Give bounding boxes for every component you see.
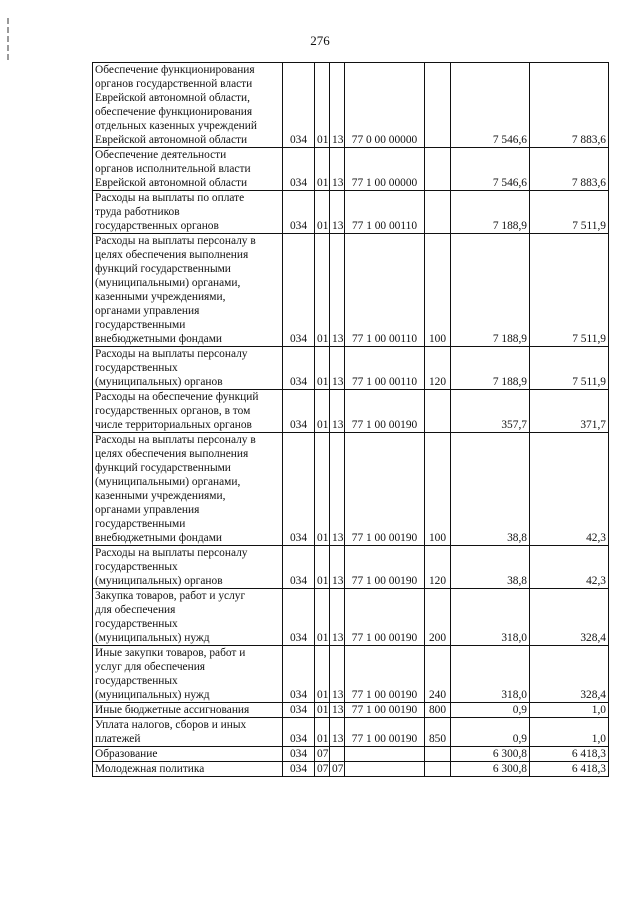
target-article-code: 77 1 00 00190 [345,433,425,546]
expense-type-code: 800 [425,703,451,718]
amount-year-1: 6 300,8 [451,762,530,777]
target-article-code: 77 1 00 00190 [345,646,425,703]
amount-year-1: 0,9 [451,703,530,718]
row-name: Уплата налогов, сборов и иных платежей [93,718,283,747]
section-code: 01 [315,546,330,589]
ministry-code: 034 [283,63,315,148]
table-row [93,148,609,191]
expense-type-code [425,191,451,234]
ministry-code: 034 [283,762,315,777]
target-article-code: 77 1 00 00110 [345,234,425,347]
subsection-code: 13 [330,546,345,589]
target-article-code: 77 1 00 00190 [345,589,425,646]
row-name: Расходы на выплаты персоналу государственных (муниципальных) органов [93,347,283,390]
subsection-code [330,747,345,762]
amount-year-1: 7 546,6 [451,63,530,148]
table-row [93,762,609,777]
target-article-code: 77 1 00 00190 [345,703,425,718]
ministry-code: 034 [283,347,315,390]
table-row [93,433,609,546]
budget-table [92,62,609,777]
expense-type-code: 850 [425,718,451,747]
row-name: Иные закупки товаров, работ и услуг для обеспечения государственных (муниципальных) нужд [93,646,283,703]
expense-type-code: 100 [425,433,451,546]
amount-year-2: 7 883,6 [530,148,609,191]
row-name: Образование [93,747,283,762]
row-name: Обеспечение функционирования органов государственной власти Еврейской автономной области, обеспечение функционирования отдельных казенных учреждений Еврейской автономной области [93,63,283,148]
amount-year-2: 42,3 [530,546,609,589]
amount-year-1: 7 546,6 [451,148,530,191]
target-article-code: 77 1 00 00190 [345,546,425,589]
amount-year-1: 318,0 [451,589,530,646]
subsection-code: 13 [330,718,345,747]
ministry-code: 034 [283,234,315,347]
amount-year-2: 42,3 [530,433,609,546]
row-name: Расходы на выплаты персоналу государственных (муниципальных) органов [93,546,283,589]
table-row [93,63,609,148]
ministry-code: 034 [283,433,315,546]
amount-year-1: 6 300,8 [451,747,530,762]
amount-year-2: 1,0 [530,703,609,718]
section-code: 01 [315,191,330,234]
amount-year-2: 7 511,9 [530,347,609,390]
amount-year-1: 357,7 [451,390,530,433]
amount-year-1: 38,8 [451,546,530,589]
ministry-code: 034 [283,546,315,589]
expense-type-code: 120 [425,546,451,589]
amount-year-2: 6 418,3 [530,747,609,762]
subsection-code: 07 [330,762,345,777]
row-name: Обеспечение деятельности органов исполнительной власти Еврейской автономной области [93,148,283,191]
ministry-code: 034 [283,191,315,234]
ministry-code: 034 [283,703,315,718]
subsection-code: 13 [330,589,345,646]
section-code: 01 [315,433,330,546]
expense-type-code: 200 [425,589,451,646]
amount-year-2: 328,4 [530,646,609,703]
row-name: Расходы на выплаты персоналу в целях обеспечения выполнения функций государственными (муниципальными) органами, казенными учреждениями, органами управления государственными внебюджетными фондами [93,234,283,347]
subsection-code: 13 [330,191,345,234]
ministry-code: 034 [283,747,315,762]
target-article-code [345,762,425,777]
expense-type-code [425,747,451,762]
amount-year-1: 0,9 [451,718,530,747]
table-row [93,703,609,718]
section-code: 01 [315,148,330,191]
target-article-code: 77 1 00 00110 [345,191,425,234]
amount-year-1: 318,0 [451,646,530,703]
amount-year-1: 7 188,9 [451,191,530,234]
expense-type-code [425,63,451,148]
row-name: Молодежная политика [93,762,283,777]
expense-type-code: 240 [425,646,451,703]
section-code: 01 [315,234,330,347]
amount-year-2: 1,0 [530,718,609,747]
expense-type-code [425,390,451,433]
table-row [93,390,609,433]
expense-type-code [425,762,451,777]
amount-year-2: 328,4 [530,589,609,646]
table-row [93,234,609,347]
expense-type-code [425,148,451,191]
subsection-code: 13 [330,390,345,433]
expense-type-code: 120 [425,347,451,390]
section-code: 01 [315,390,330,433]
target-article-code: 77 1 00 00000 [345,148,425,191]
row-name: Расходы на выплаты персоналу в целях обеспечения выполнения функций государственными (муниципальными) органами, казенными учреждениями, органами управления государственными внебюджетными фондами [93,433,283,546]
amount-year-1: 7 188,9 [451,347,530,390]
ministry-code: 034 [283,718,315,747]
table-row [93,546,609,589]
subsection-code: 13 [330,63,345,148]
subsection-code: 13 [330,433,345,546]
section-code: 01 [315,718,330,747]
section-code: 01 [315,646,330,703]
amount-year-1: 7 188,9 [451,234,530,347]
row-name: Расходы на выплаты по оплате труда работников государственных органов [93,191,283,234]
amount-year-2: 6 418,3 [530,762,609,777]
table-row [93,347,609,390]
row-name: Иные бюджетные ассигнования [93,703,283,718]
target-article-code: 77 1 00 00190 [345,390,425,433]
row-name: Закупка товаров, работ и услуг для обеспечения государственных (муниципальных) нужд [93,589,283,646]
amount-year-2: 7 883,6 [530,63,609,148]
target-article-code [345,747,425,762]
ministry-code: 034 [283,148,315,191]
amount-year-1: 38,8 [451,433,530,546]
amount-year-2: 371,7 [530,390,609,433]
section-code: 01 [315,63,330,148]
budget-table-body [93,63,609,777]
ministry-code: 034 [283,646,315,703]
table-row [93,589,609,646]
table-row [93,191,609,234]
row-name: Расходы на обеспечение функций государственных органов, в том числе территориальных органов [93,390,283,433]
table-row [93,646,609,703]
target-article-code: 77 1 00 00190 [345,718,425,747]
section-code: 07 [315,747,330,762]
ministry-code: 034 [283,390,315,433]
target-article-code: 77 0 00 00000 [345,63,425,148]
amount-year-2: 7 511,9 [530,234,609,347]
section-code: 01 [315,703,330,718]
section-code: 01 [315,347,330,390]
subsection-code: 13 [330,347,345,390]
table-row [93,747,609,762]
table-row [93,718,609,747]
ministry-code: 034 [283,589,315,646]
subsection-code: 13 [330,148,345,191]
section-code: 07 [315,762,330,777]
amount-year-2: 7 511,9 [530,191,609,234]
expense-type-code: 100 [425,234,451,347]
subsection-code: 13 [330,234,345,347]
target-article-code: 77 1 00 00110 [345,347,425,390]
subsection-code: 13 [330,646,345,703]
page-number: 276 [310,33,330,48]
section-code: 01 [315,589,330,646]
subsection-code: 13 [330,703,345,718]
